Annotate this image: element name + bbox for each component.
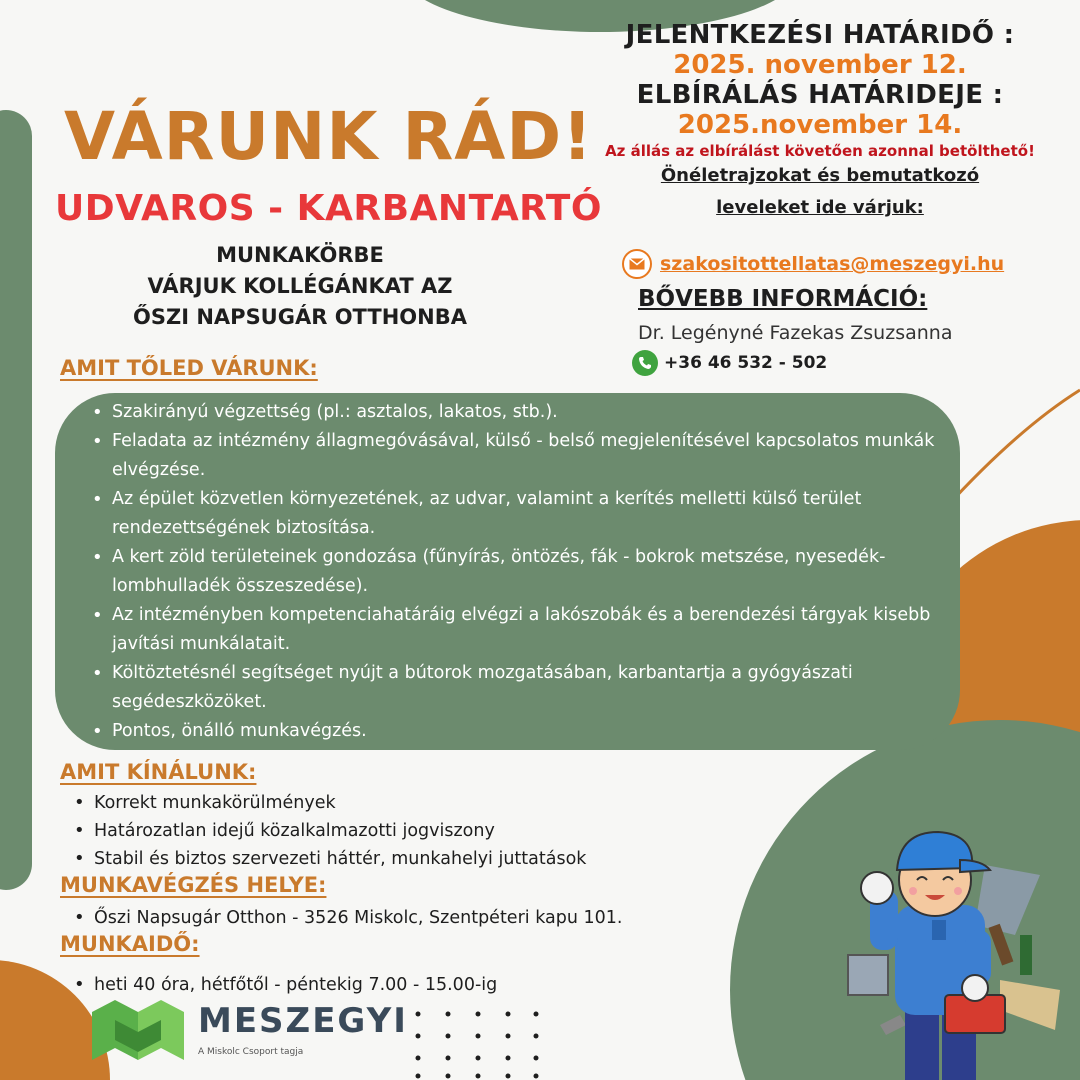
time-section-title: MUNKAIDŐ: — [60, 932, 200, 956]
place-section-title: MUNKAVÉGZÉS HELYE: — [60, 873, 327, 897]
list-item: • Feladata az intézmény állagmegóvásával, külső - belső megjelenítésével kapcsolatos munkák elvégzése. — [90, 427, 960, 485]
email-link[interactable]: szakositottellatas@meszegyi.hu — [660, 253, 1005, 275]
expect-list — [90, 398, 960, 746]
list-item: • Stabil és biztos szervezeti háttér, munkahelyi juttatások — [72, 845, 586, 873]
offer-list — [72, 789, 586, 873]
logo-name: MESZEGYI — [198, 1001, 408, 1041]
envelope-icon — [622, 249, 652, 279]
list-item: • Határozatlan idejű közalkalmazotti jogviszony — [72, 817, 586, 845]
offer-section-title: AMIT KÍNÁLUNK: — [60, 760, 257, 784]
left-green-bar — [0, 110, 32, 890]
job-title: UDVAROS - KARBANTARTÓ — [55, 188, 602, 229]
place-list — [72, 904, 622, 932]
meszegyi-logo — [92, 1000, 408, 1060]
email-row[interactable] — [622, 249, 1004, 279]
intro-text — [60, 240, 540, 333]
list-item: • Korrekt munkakörülmények — [72, 789, 586, 817]
logo-mark-icon — [92, 1000, 184, 1060]
intro-line: ŐSZI NAPSUGÁR OTTHONBA — [133, 305, 467, 329]
dot-pattern — [412, 1008, 542, 1080]
availability-notice: Az állás az elbírálást követően azonnal betölthető! — [605, 142, 1035, 160]
list-item: • Az épület közvetlen környezetének, az udvar, valamint a kerítés melletti külső terület rendezettségének biztosítása. — [90, 485, 960, 543]
cv-text-line2: leveleket ide várjuk: — [716, 197, 924, 218]
contact-name: Dr. Legényné Fazekas Zsuzsanna — [638, 322, 953, 344]
more-info-title: BŐVEBB INFORMÁCIÓ: — [638, 286, 928, 312]
list-item: • Pontos, önálló munkavégzés. — [90, 717, 960, 746]
phone-number[interactable]: +36 46 532 - 502 — [664, 353, 828, 373]
application-deadline-label: JELENTKEZÉSI HATÁRIDŐ : — [625, 20, 1015, 50]
application-deadline-date: 2025. november 12. — [673, 50, 967, 80]
list-item: • heti 40 óra, hétfőtől - péntekig 7.00 - 15.00-ig — [72, 971, 497, 999]
time-list — [72, 971, 497, 999]
deadline-block — [560, 20, 1080, 224]
phone-row[interactable] — [632, 350, 827, 376]
expect-section-title: AMIT TŐLED VÁRUNK: — [60, 356, 318, 380]
decision-deadline-label: ELBÍRÁLÁS HATÁRIDEJE : — [636, 80, 1004, 110]
list-item: • Őszi Napsugár Otthon - 3526 Miskolc, Szentpéteri kapu 101. — [72, 904, 622, 932]
decision-deadline-date: 2025.november 14. — [677, 110, 963, 140]
list-item: • Költöztetésnél segítséget nyújt a bútorok mozgatásában, karbantartja a gyógyászati segédeszközöket. — [90, 659, 960, 717]
intro-line: VÁRJUK KOLLÉGÁNKAT AZ — [147, 274, 453, 298]
headline: VÁRUNK RÁD! — [64, 98, 594, 175]
list-item: • Az intézményben kompetenciahatáráig elvégzi a lakószobák és a berendezési tárgyak kisebb javítási munkálatait. — [90, 601, 960, 659]
cv-text-line1: Önéletrajzokat és bemutatkozó — [660, 165, 980, 186]
phone-icon — [632, 350, 658, 376]
logo-tagline: A Miskolc Csoport tagja — [198, 1047, 304, 1057]
list-item: • Szakirányú végzettség (pl.: asztalos, lakatos, stb.). — [90, 398, 960, 427]
intro-line: MUNKAKÖRBE — [216, 243, 384, 267]
list-item: • A kert zöld területeinek gondozása (fűnyírás, öntözés, fák - bokrok metszése, nyesedék-lombhulladék összeszedése). — [90, 543, 960, 601]
